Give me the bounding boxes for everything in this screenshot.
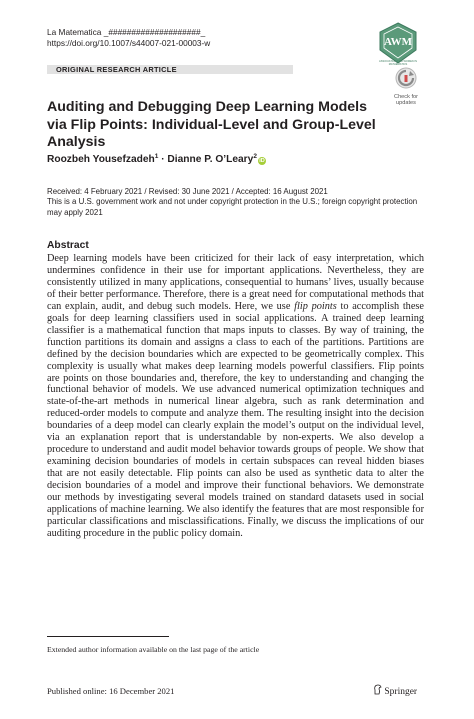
orcid-icon[interactable]: iD — [259, 158, 265, 164]
journal-name: La Matematica _####################_ — [47, 27, 206, 37]
journal-header — [47, 27, 210, 49]
author-separator: · — [158, 154, 168, 165]
abstract-part-2: to accomplish these goals for deep learning classifiers used in social applications. A trained deep learning classifier is a mathematical function that maps inputs to classes. By way of training, the function partitions its domain and assigns a class to each of the partitions. Partitions are defined by the decision boundaries which are expected to be geometrically complex. This complexity is usually what makes deep learning models powerful classifiers. Flip points are points on those boundaries and, therefore, the key to understanding and changing the functional behavior of models. We use advanced numerical optimization techniques and state-of-the-art methods in numerical linear algebra, such as rank determination and reduced-order models to compute and analyze them. The resulting insight into the decision boundaries of a deep model can clearly explain the model’s output on the individual level, via an explanation report that is understandable by non-experts. We also develop a procedure to understand and audit model behavior towards groups of people. We show that examining decision boundaries of models in certain subspaces can reveal hidden biases that are not easily detectable. Flip points can also be used as synthetic data to alter the decision boundaries of a model and improve their functional behaviors. We demonstrate our methods by investigating several models trained on standard datasets used in social applications of machine learning. We also identify the features that are most responsible for particular classifications and misclassifications. Finally, we discuss the implications of our auditing procedure in the public policy domain. — [47, 300, 424, 539]
footnote: Extended author information available on the last page of the article — [47, 645, 260, 654]
author-2[interactable]: Dianne P. O’Leary — [167, 154, 254, 165]
awm-logo — [375, 20, 421, 66]
author-2-affiliation: 2 — [253, 153, 257, 160]
svg-text:AWM: AWM — [383, 36, 413, 48]
abstract-part-1: Deep learning models have been criticized for their lack of easy interpretation, which undermines confidence in their use for important applications. Nevertheless, they are consistently utilized in many applications, consequential to humans’ lives, usually because of their better performance. Therefore, there is a great need for computational methods that can explain, audit, and debug such models. Here, we use — [47, 253, 424, 312]
article-dates — [47, 187, 427, 218]
section-label: ORIGINAL RESEARCH ARTICLE — [56, 65, 177, 74]
article-title: Auditing and Debugging Deep Learning Models via Flip Points: Individual-Level and Group-Level Analysis — [47, 99, 376, 150]
awm-subtext: ASSOCIATION FOR WOMEN IN MATHEMATICS — [379, 60, 417, 66]
published-date: Published online: 16 December 2021 — [47, 686, 175, 696]
publisher — [373, 684, 417, 697]
abstract-text — [47, 253, 424, 540]
received-revised-accepted: Received: 4 February 2021 / Revised: 30 June 2021 / Accepted: 16 August 2021 — [47, 187, 328, 196]
check-for-updates[interactable] — [387, 67, 425, 104]
check-updates-line1: Check for — [394, 94, 418, 100]
doi-link[interactable]: https://doi.org/10.1007/s44007-021-00003-w — [47, 38, 211, 48]
author-1[interactable]: Roozbeh Yousefzadeh — [47, 154, 155, 165]
abstract-emphasis: flip points — [294, 300, 337, 312]
springer-horse-icon — [373, 684, 382, 695]
check-updates-icon — [395, 67, 417, 89]
author-1-affiliation: 1 — [154, 153, 159, 160]
author-list — [47, 150, 266, 166]
publisher-name[interactable]: Springer — [384, 687, 418, 697]
abstract-heading: Abstract — [47, 240, 89, 251]
check-updates-line2: updates — [396, 100, 416, 106]
footnote-rule — [47, 636, 169, 637]
copyright-notice: This is a U.S. government work and not under copyright protection in the U.S.; foreign copyright protection may apply 2021 — [47, 197, 418, 217]
